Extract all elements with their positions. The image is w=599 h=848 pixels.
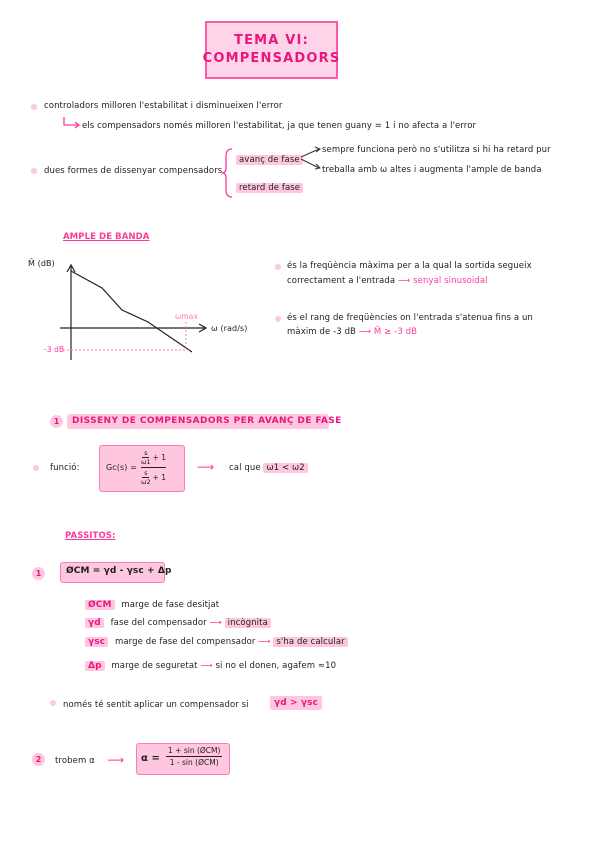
section-title: DISSENY DE COMPENSADORS PER AVANÇ DE FASE [72,416,342,426]
bw-point2-line-a: és el rang de freqüències on l'entrada s'atenua fins a un [287,313,533,323]
brace-icon [222,148,234,198]
branch-note-b: treballa amb ω altes i augmenta l'ample de banda [322,165,542,175]
bullet-dot [50,700,56,706]
funcio-label: funció: [50,463,80,473]
bullet-dot [275,264,281,270]
minus3db-label: -3 dB [44,345,65,354]
bandwidth-graph [40,258,240,368]
bullet-dot [275,316,281,322]
bw-point1-line-b: correctament a l'entrada ⟶ senyal sinusoidal [287,276,488,286]
compensator-note: només té sentit aplicar un compensador si [63,700,249,710]
section-number-badge: 1 [50,415,63,428]
title-line-2: COMPENSADORS [202,51,341,66]
transfer-function-fraction: $\frac{s}{\omega 1}$ + 1 $\frac{s}{\omega 2}$ + 1 [141,449,167,486]
title-line-1: TEMA VI: [234,33,309,48]
definition-row: γsc marge de fase del compensador ⟶ s'ha de calcular [85,637,348,649]
branch-advance-label: avanç de fase [236,155,303,165]
branch-note-a: sempre funciona però no s'utilitza si hi ha retard pur [322,145,551,155]
condition-text: cal que ω1 < ω2 [229,463,308,473]
definition-row: Δp marge de seguretat ⟶ si no el donen, agafem ≈10 [85,661,336,673]
step-2-text: trobem α [55,756,95,766]
branch-lag-label: retard de fase [236,183,303,193]
formula-lhs: Gc(s) = [106,463,137,472]
intro-bullet-1: controladors milloren l'estabilitat i disminueixen l'error [44,101,283,111]
alpha-fraction: 1 + sin (ØCM) 1 - sin (ØCM) [168,746,221,767]
bullet-dot [31,104,37,110]
arrow-icon: ⟶ [107,753,125,767]
x-axis-label: ω (rad/s) [211,324,248,333]
step-2-badge: 2 [32,753,45,766]
bw-point2-line-b: màxim de -3 dB ⟶ M̄ ≥ -3 dB [287,327,418,337]
bw-point1-line-a: és la freqüència màxima per a la qual la sortida segueix [287,261,532,271]
intro-bullet-2: dues formes de dissenyar compensadors [44,166,223,176]
y-axis-label: M̄ (dB) [28,259,55,268]
step-1-formula: ØCM = γd - γsc + Δp [66,566,172,576]
definition-row: γd fase del compensador ⟶ incògnita [85,618,271,630]
bullet-dot [33,465,39,471]
bandwidth-heading: AMPLE DE BANDA [63,232,150,242]
bullet-dot [31,168,37,174]
definition-row: ØCM marge de fase desitjat [85,600,219,612]
compensator-note-condition: γd > γsc [270,698,322,708]
arrow-icon: ⟶ [197,460,215,474]
step-1-badge: 1 [32,567,45,580]
sub-arrow-icon [62,117,82,131]
page-title [202,21,341,79]
intro-sub-1: els compensadors només milloren l'estabilitat, ja que tenen guany = 1 i no afecta a l'error [82,121,477,131]
alpha-lhs: α = [141,753,161,764]
wmax-label: ωmax [175,312,199,321]
passitos-heading: PASSITOS: [65,531,116,541]
